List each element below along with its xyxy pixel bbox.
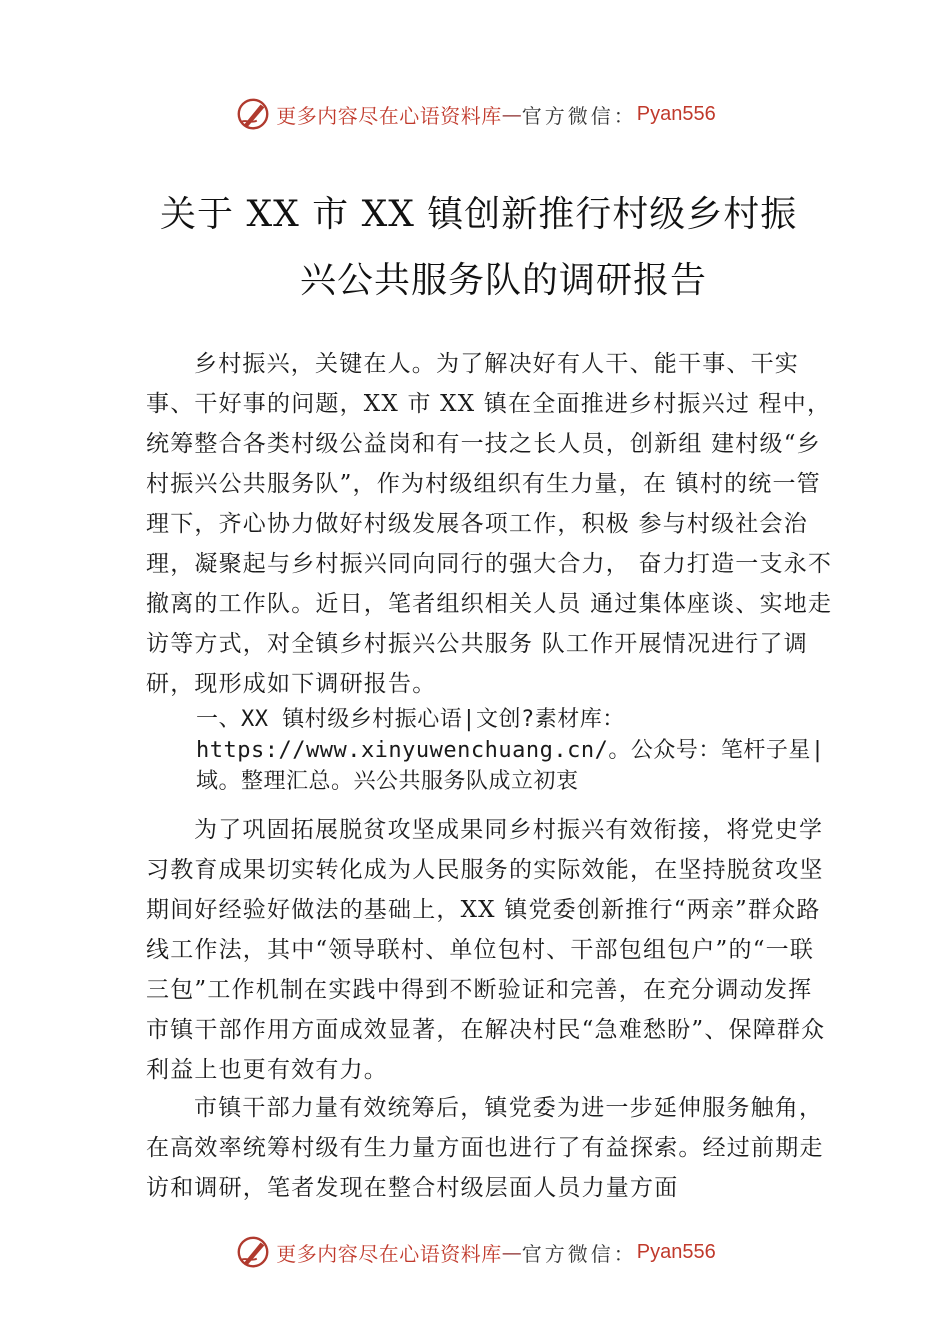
- banner-wechat-id: Pyan556: [636, 1240, 716, 1263]
- pen-logo-icon: [234, 95, 272, 133]
- section-heading: 一、XX 镇村级乡村振心语|文创?素材库：https://www.xinyuwenchuang.cn/。公众号：笔杆子星|域。整理汇总。兴公共服务队成立初衷: [196, 707, 825, 794]
- paragraph-exploration: 市镇干部力量有效统筹后，镇党委为进一步延伸服务触角，在高效率统筹村级有生力量方面也进行了有益探索。经过前期走访和调研，笔者发现在整合村级层面人员力量方面: [146, 1095, 824, 1201]
- header-banner: [0, 92, 950, 136]
- banner-text: 更多内容尽在心语资料库: [276, 103, 502, 128]
- banner-text: 更多内容尽在心语资料库: [276, 1241, 502, 1266]
- banner-label: 官方微信：: [521, 1241, 637, 1266]
- document-title-line2: 兴公共服务队的调研报告: [300, 260, 708, 301]
- banner-label: 官方微信：: [521, 103, 637, 128]
- paragraph-background: 为了巩固拓展脱贫攻坚成果同乡村振兴有效衔接，将党史学习教育成果切实转化成为人民服务的实际效能，在坚持脱贫攻坚期间好经验好做法的基础上，XX 镇党委创新推行“两亲”群众路线工作法，其中“领导联村、单位包村、干部包组包户”的“一联三包”工作机制在实践中得到不断验证和完善，在充分调动发挥市镇干部作用方面成效显著，在解决村民“急难愁盼”、保障群众利益上也更有效有力。: [146, 817, 826, 1083]
- document-title-line1: 关于 XX 市 XX 镇创新推行村级乡村振: [160, 194, 798, 235]
- paragraph-intro: 乡村振兴，关键在人。为了解决好有人干、能干事、干实事、干好事的问题，XX 市 XX 镇在全面推进乡村振兴过 程中，统筹整合各类村级公益岗和有一技之长人员，创新组 建村级“乡村振兴公共服务队”，作为村级组织有生力量，在 镇村的统一管理下，齐心协力做好村级发展各项工作，积极 参与村级社会治理，凝聚起与乡村振兴同向同行的强大合力， 奋力打造一支永不撤离的工作队。近日，笔者组织相关人员 通过集体座谈、实地走访等方式，对全镇乡村振兴公共服务 队工作开展情况进行了调研，现形成如下调研报告。: [146, 351, 833, 697]
- banner-wechat-id: Pyan556: [636, 102, 716, 125]
- footer-banner: [0, 1230, 950, 1274]
- banner-separator: —: [501, 102, 522, 126]
- banner-separator: —: [501, 1240, 522, 1264]
- pen-logo-icon: [234, 1233, 272, 1271]
